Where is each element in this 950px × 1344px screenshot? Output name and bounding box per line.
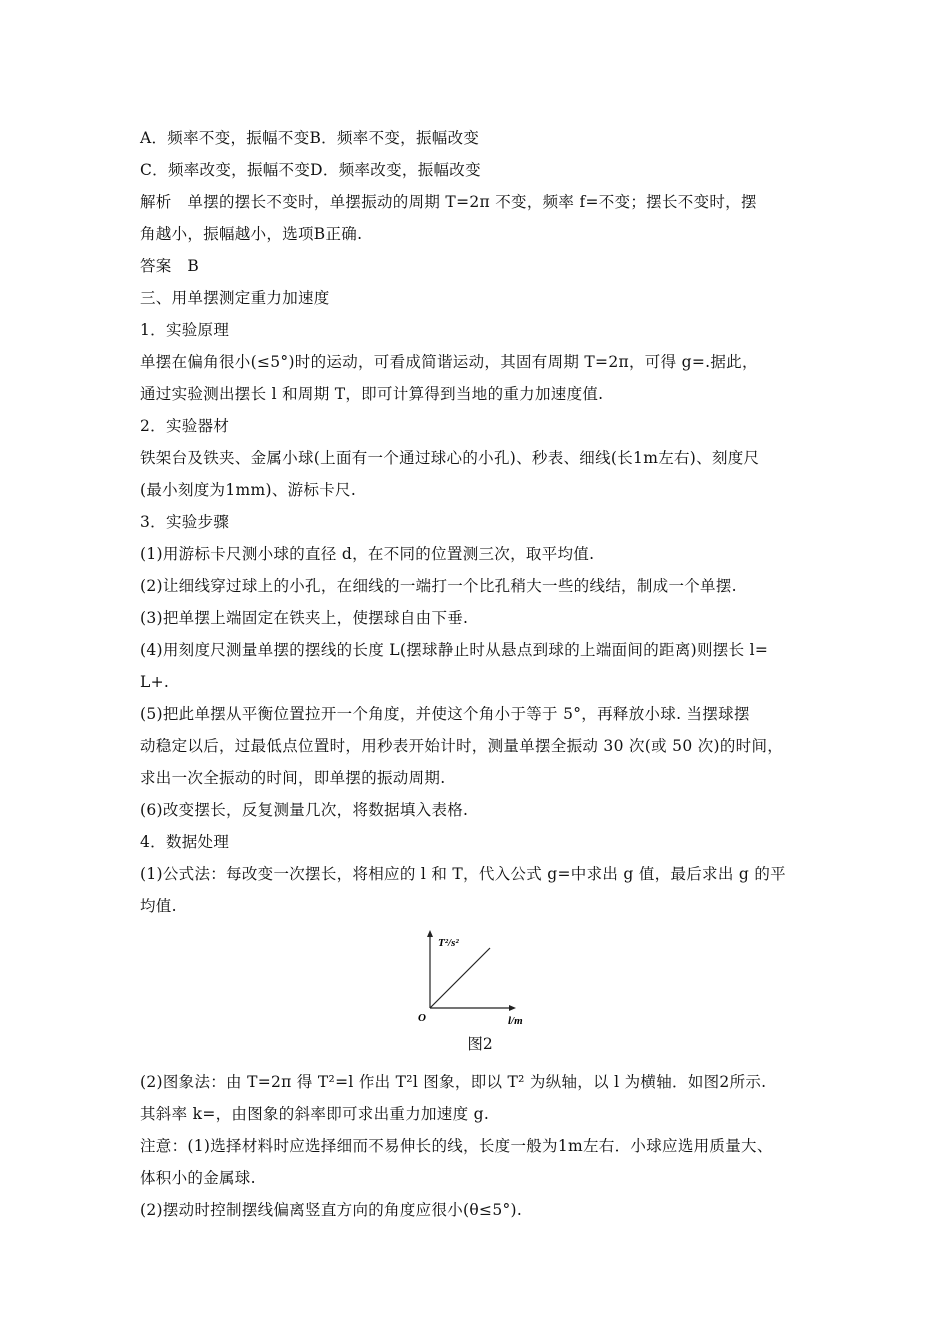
subheading-data: 4．数据处理	[140, 833, 230, 851]
x-axis-label: l/m	[508, 1015, 523, 1027]
step-4-line-1: (4)用刻度尺测量单摆的摆线的长度 L(摆球静止时从悬点到球的上端面间的距离)则摆长 l=	[140, 641, 769, 659]
formula-method-line-2: 均值.	[140, 897, 177, 915]
x-axis-arrow-icon	[509, 1005, 516, 1011]
graph-method-line-1: (2)图象法：由 T=2π 得 T²=l 作出 T²l 图象，即以 T² 为纵轴，以 l 为横轴．如图2所示.	[140, 1073, 767, 1091]
subheading-equipment: 2．实验器材	[140, 417, 230, 435]
figure-caption: 图2	[467, 1035, 493, 1053]
section-heading: 三、用单摆测定重力加速度	[140, 289, 330, 307]
analysis-line-1: 解析 单摆的摆长不变时，单摆振动的周期 T=2π 不变，频率 f=不变；摆长不变时，摆	[140, 193, 757, 211]
equipment-line-2: (最小刻度为1mm)、游标卡尺.	[140, 481, 357, 499]
principle-line-1: 单摆在偏角很小(≤5°)时的运动，可看成简谐运动，其固有周期 T=2π，可得 g=.据此，	[140, 353, 758, 371]
y-axis-arrow-icon	[427, 930, 433, 937]
document-page	[140, 122, 820, 1226]
step-1: (1)用游标卡尺测小球的直径 d，在不同的位置测三次，取平均值.	[140, 545, 595, 563]
step-3: (3)把单摆上端固定在铁夹上，使摆球自由下垂.	[140, 609, 469, 627]
answer-line: 答案 B	[140, 257, 200, 275]
step-2: (2)让细线穿过球上的小孔，在细线的一端打一个比孔稍大一些的线结，制成一个单摆.	[140, 577, 737, 595]
step-4-line-2: L+.	[140, 673, 170, 691]
subheading-principle: 1．实验原理	[140, 321, 230, 339]
step-5-line-2: 动稳定以后，过最低点位置时，用秒表开始计时，测量单摆全振动 30 次(或 50 次)的时间，	[140, 737, 784, 755]
step-6: (6)改变摆长，反复测量几次，将数据填入表格.	[140, 801, 469, 819]
formula-method-line-1: (1)公式法：每改变一次摆长，将相应的 l 和 T，代入公式 g=中求出 g 值，最后求出 g 的平	[140, 865, 786, 883]
proportional-line	[430, 948, 490, 1008]
principle-line-2: 通过实验测出摆长 l 和周期 T，即可计算得到当地的重力加速度值.	[140, 385, 604, 403]
note-line-3: (2)摆动时控制摆线偏离竖直方向的角度应很小(θ≤5°).	[140, 1201, 523, 1219]
step-5-line-1: (5)把此单摆从平衡位置拉开一个角度，并使这个角小于等于 5°，再释放小球. 当摆球摆	[140, 705, 750, 723]
option-a-b-line: A．频率不变，振幅不变B．频率不变，振幅改变	[140, 129, 480, 147]
note-line-1: 注意：(1)选择材料时应选择细而不易伸长的线，长度一般为1m左右．小球应选用质量大、	[140, 1137, 773, 1155]
option-c-d-line: C．频率改变，振幅不变D．频率改变，振幅改变	[140, 161, 481, 179]
subheading-steps: 3．实验步骤	[140, 513, 230, 531]
note-line-2: 体积小的金属球.	[140, 1169, 256, 1187]
y-axis-label: T²/s²	[438, 937, 459, 949]
step-5-line-3: 求出一次全振动的时间，即单摆的振动周期.	[140, 769, 446, 787]
t2-l-graph	[410, 928, 540, 1028]
figure-2	[140, 928, 820, 1066]
origin-label: O	[418, 1012, 426, 1024]
analysis-line-2: 角越小，振幅越小，选项B正确.	[140, 225, 363, 243]
equipment-line-1: 铁架台及铁夹、金属小球(上面有一个通过球心的小孔)、秒表、细线(长1m左右)、刻度尺	[140, 449, 760, 467]
graph-method-line-2: 其斜率 k=，由图象的斜率即可求出重力加速度 g.	[140, 1105, 490, 1123]
